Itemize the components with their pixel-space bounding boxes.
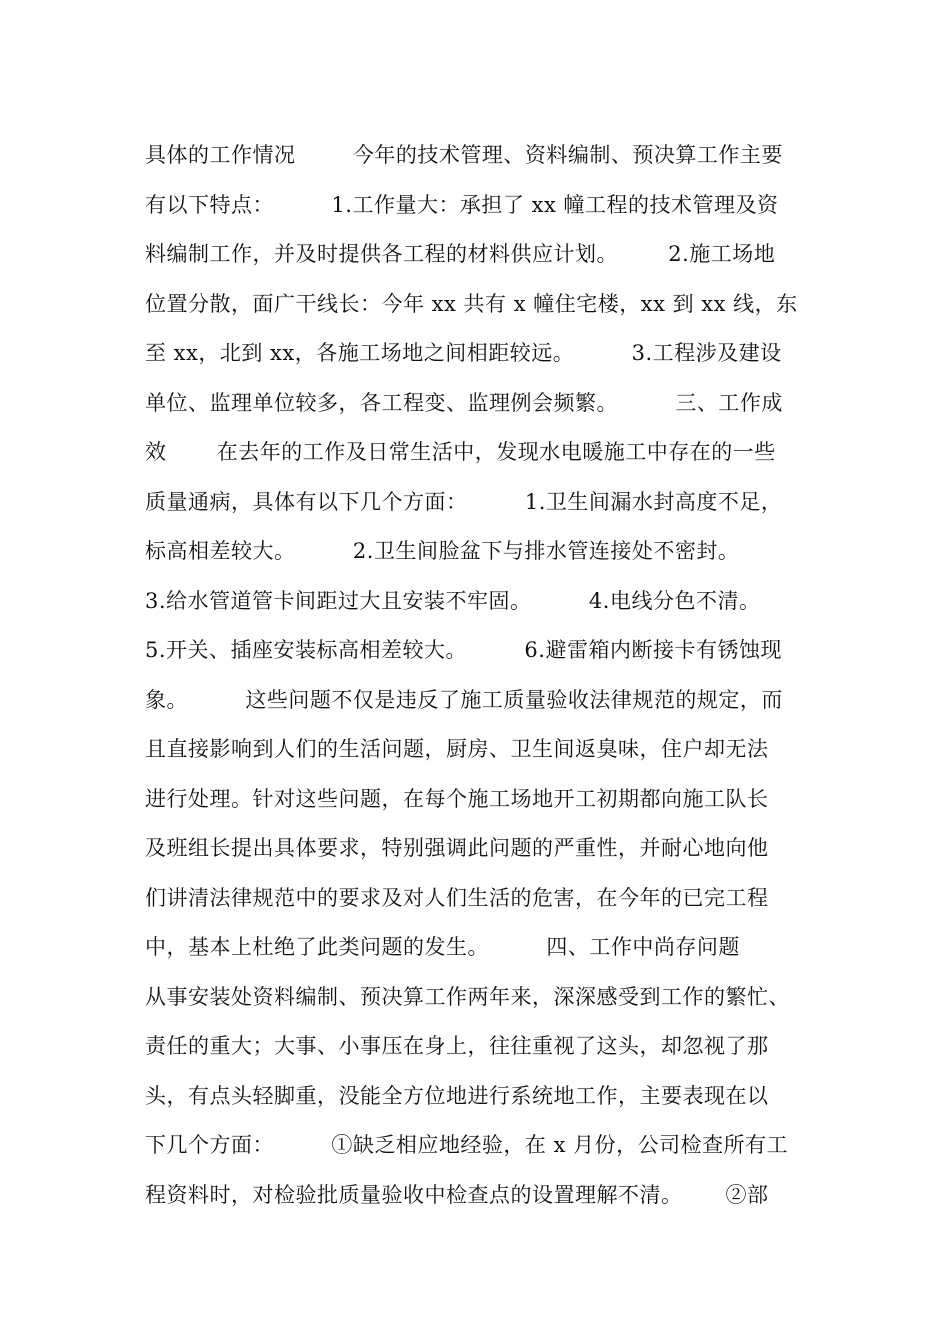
text-line: 5.开关、插座安装标高相差较大。 6.避雷箱内断接卡有锈蚀现 [145, 638, 782, 662]
text-line: 单位、监理单位较多，各工程变、监理例会频繁。 三、工作成 [145, 390, 783, 415]
text-line: 有以下特点： 1.工作量大：承担了 xx 幢工程的技术管理及资 [145, 192, 779, 217]
text-line: 下几个方面： ①缺乏相应地经验，在 x 月份，公司检查所有工 [145, 1133, 789, 1157]
text-line: 进行处理。针对这些问题，在每个施工场地开工初期都向施工队长 [145, 786, 769, 811]
text-line: 且直接影响到人们的生活问题，厨房、卫生间返臭味，住户却无法 [145, 737, 769, 761]
text-line: 标高相差较大。 2.卫生间脸盆下与排水管连接处不密封。 [145, 539, 740, 563]
text-line: 位置分散，面广干线长：今年 xx 共有 x 幢住宅楼，xx 到 xx 线，东 [145, 291, 798, 316]
text-line: 料编制工作，并及时提供各工程的材料供应计划。 2.施工场地 [145, 242, 776, 266]
text-line: 象。 这些问题不仅是违反了施工质量验收法律规范的规定，而 [145, 687, 783, 712]
text-line: 至 xx，北到 xx，各施工场地之间相距较远。 3.工程涉及建设 [145, 341, 782, 365]
text-line: 头，有点头轻脚重，没能全方位地进行系统地工作，主要表现在以 [145, 1083, 769, 1108]
text-line: 程资料时，对检验批质量验收中检查点的设置理解不清。 ②部 [145, 1182, 769, 1207]
text-line: 具体的工作情况 今年的技术管理、资料编制、预决算工作主要 [145, 143, 783, 167]
text-line: 责任的重大；大事、小事压在身上，往往重视了这头，却忽视了那 [145, 1034, 769, 1058]
text-line: 3.给水管道管卡间距过大且安装不牢固。 4.电线分色不清。 [145, 588, 761, 613]
body-text [145, 131, 825, 1220]
text-line: 质量通病，具体有以下几个方面： 1.卫生间漏水封高度不足， [145, 489, 783, 514]
text-line: 及班组长提出具体要求，特别强调此问题的严重性，并耐心地向他 [145, 836, 769, 860]
text-line: 中，基本上杜绝了此类问题的发生。 四、工作中尚存问题 [145, 935, 740, 959]
text-line: 效 在去年的工作及日常生活中，发现水电暖施工中存在的一些 [145, 440, 776, 464]
text-line: 们讲清法律规范中的要求及对人们生活的危害，在今年的已完工程 [145, 885, 769, 910]
text-line: 从事安装处资料编制、预决算工作两年来，深深感受到工作的繁忙、 [145, 984, 790, 1009]
